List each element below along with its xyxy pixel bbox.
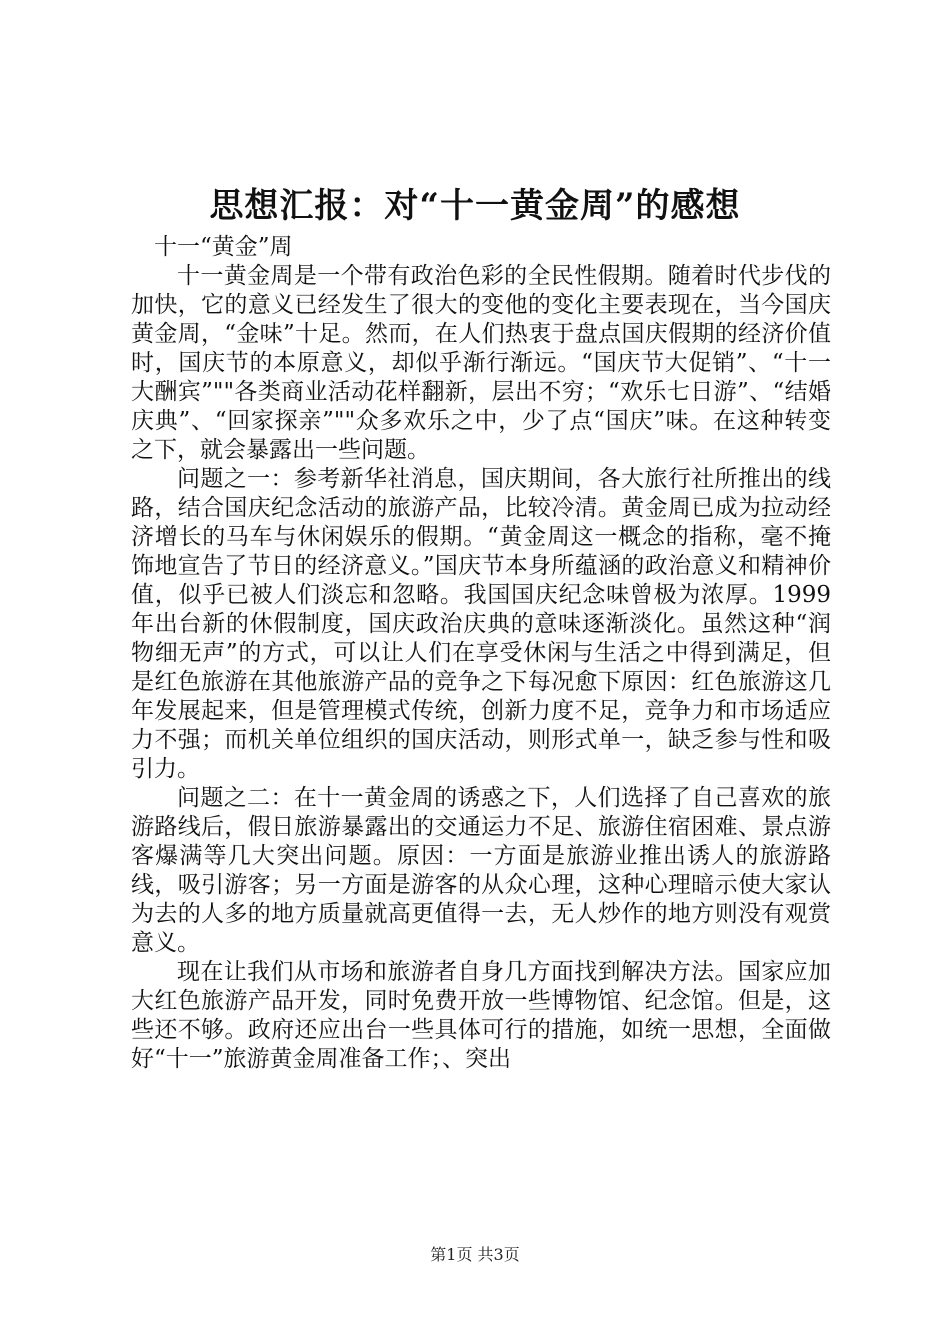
paragraph-intro: 十一黄金周是一个带有政治色彩的全民性假期。随着时代步伐的加快，它的意义已经发生了很大的变他的变化主要表现在，当今国庆黄金周，“金味”十足。然而，在人们热衷于盘点国庆假期的经济价值时，国庆节的本原意义，却似乎渐行渐远。“国庆节大促销”、“十一大酬宾”""各类商业活动花样翻新，层出不穷；“欢乐七日游”、“结婚庆典”、“回家探亲”""众多欢乐之中，少了点“国庆”味。在这种转变之下，就会暴露出一些问题。 <box>131 263 831 463</box>
document-body <box>131 233 831 1074</box>
document-title: 思想汇报：对“十一黄金周”的感想 <box>209 186 741 226</box>
paragraph-problem-one: 问题之一：参考新华社消息，国庆期间，各大旅行社所推出的线路，结合国庆纪念活动的旅游产品，比较冷清。黄金周已成为拉动经济增长的马车与休闲娱乐的假期。“黄金周这一概念的指称，毫不掩饰地宣告了节日的经济意义。”国庆节本身所蕴涵的政治意义和精神价值，似乎已被人们淡忘和忽略。我国国庆纪念味曾极为浓厚。1999年出台新的休假制度，国庆政治庆典的意味逐渐淡化。虽然这种“润物细无声”的方式，可以让人们在享受休闲与生活之中得到满足，但是红色旅游在其他旅游产品的竞争之下每况愈下原因：红色旅游这几年发展起来，但是管理模式传统，创新力度不足，竞争力和市场适应力不强；而机关单位组织的国庆活动，则形式单一，缺乏参与性和吸引力。 <box>131 466 831 782</box>
paragraph-solutions: 现在让我们从市场和旅游者自身几方面找到解决方法。国家应加大红色旅游产品开发，同时免费开放一些博物馆、纪念馆。但是，这些还不够。政府还应出台一些具体可行的措施，如统一思想，全面做好“十一”旅游黄金周准备工作；、突出 <box>131 959 831 1072</box>
page-footer: 第1页 共3页 <box>430 1245 520 1264</box>
paragraph-problem-two: 问题之二：在十一黄金周的诱惑之下，人们选择了自己喜欢的旅游路线后，假日旅游暴露出的交通运力不足、旅游住宿困难、景点游客爆满等几大突出问题。原因：一方面是旅游业推出诱人的旅游路线，吸引游客；另一方面是游客的从众心理，这种心理暗示使大家认为去的人多的地方质量就高更值得一去，无人炒作的地方则没有观赏意义。 <box>131 785 831 956</box>
paragraph-subtitle: 十一“黄金”周 <box>154 234 293 260</box>
